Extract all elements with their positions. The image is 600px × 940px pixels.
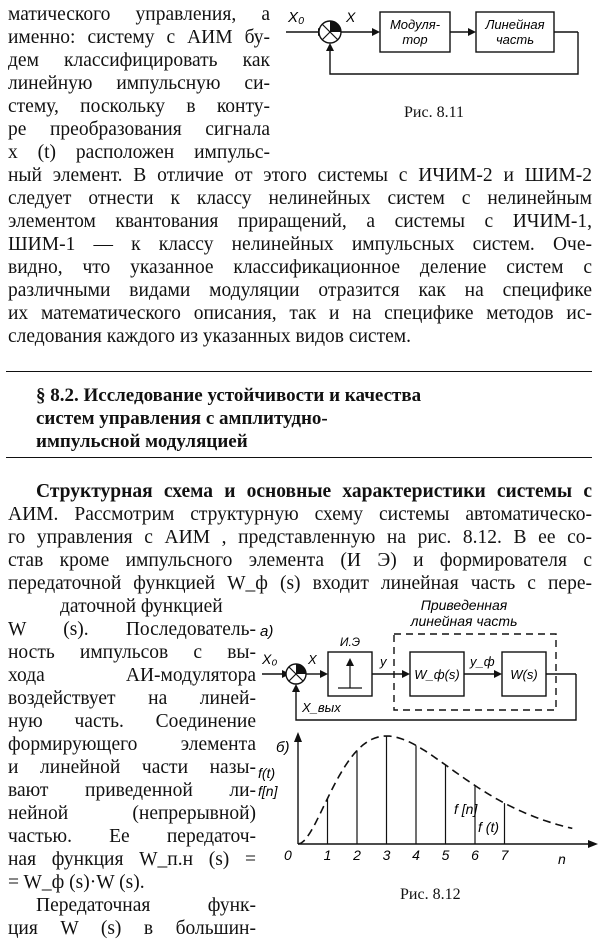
fig812-reduced-label-2: линейная часть <box>410 613 518 629</box>
tick-label: 3 <box>382 847 391 863</box>
fig811-modulator-label-2: тор <box>402 32 428 47</box>
fig812-x-axis-label: n <box>558 851 566 867</box>
fig811-x0-label: X₀ <box>288 9 305 26</box>
text-line: W (s). Последователь- <box>8 619 256 640</box>
text-line: частью. Ее передаточ- <box>8 826 256 847</box>
text-line: ную часть. Соединение <box>8 711 256 732</box>
fig811-x-label: X <box>346 9 356 25</box>
tick-label: 7 <box>500 847 509 863</box>
text-line: их математического описания, так и на специфике методов ис- <box>8 303 592 324</box>
tick-label: 1 <box>323 847 332 863</box>
text-line: воздействует на линей- <box>8 688 256 709</box>
text-line: стему, поскольку в конту- <box>8 96 270 117</box>
fig811-caption: Рис. 8.11 <box>404 104 464 121</box>
text-line: ная функция W_п.н (s) = <box>8 849 256 870</box>
text-line: формирующего элемента <box>8 734 256 755</box>
tick-label: 6 <box>471 847 479 863</box>
text-line: именно: систему с АИМ бу- <box>8 27 270 48</box>
section-title-line: импульсной модуляцией <box>36 431 248 452</box>
text-line: ШИМ-1 — к классу нелинейных импульсных систем. Оче- <box>8 234 592 255</box>
text-line: следования каждого из указанных видов систем. <box>8 326 411 347</box>
figure-8-12 <box>258 596 600 910</box>
text-line: различными видами модуляции отразится как на специфике <box>8 280 592 301</box>
fig812-y-label: y <box>380 654 387 669</box>
text-line: нейной (непрерывной) <box>8 803 256 824</box>
text-line: ный элемент. В отличие от этого системы с ИЧИМ-2 и ШИМ-2 <box>8 165 592 186</box>
fig811-linear-label-2: часть <box>495 32 535 47</box>
fig812-yf-label: y_ф <box>470 654 495 669</box>
fig811-linear-label-1: Линейная <box>485 17 545 32</box>
text-line: дем классифицировать как <box>8 50 270 71</box>
fig812-reduced-label-1: Приведенная <box>420 597 508 613</box>
text-line: матического управления, а <box>8 4 270 25</box>
text-line: передаточной функцией W_ф (s) входит линейная часть с пере- <box>8 573 592 594</box>
fig812-wf-label: W_ф(s) <box>414 667 460 682</box>
fig811-modulator-label-1: Модуля- <box>389 17 441 32</box>
paragraph-lead: Структурная схема и основные характеристики системы с <box>36 481 592 502</box>
text-line: следует отнести к классу нелинейных систем с нелинейным <box>8 188 592 209</box>
text-line: ность импульсов с вы- <box>8 642 256 663</box>
fig812-panel-a: а) <box>260 623 274 640</box>
text-line: x (t) расположен импульс- <box>8 142 270 163</box>
text-line: вают приведенной ли- <box>8 780 256 801</box>
text-line: линейную импульсную си- <box>8 73 270 94</box>
text-line: ция W (s) в большин- <box>8 918 256 939</box>
text-line: видно, что указанное классификационное деление систем с <box>8 257 592 278</box>
text-line: Передаточная функ- <box>36 895 256 916</box>
fig812-xout-label: X_вых <box>302 700 341 715</box>
text-line: го управления с АИМ , представленную на рис. 8.12. В ее со- <box>8 527 592 548</box>
text-line: = W_ф (s)·W (s). <box>8 872 145 893</box>
tick-label: 5 <box>441 847 450 863</box>
fig812-x0-label: X₀ <box>262 651 278 667</box>
fig812-ie-label: И.Э <box>339 635 361 649</box>
text-line: и линейной части назы- <box>8 757 256 778</box>
text-line: АИМ. Рассмотрим структурную схему системы автоматическо- <box>8 504 592 525</box>
divider-top <box>6 371 592 372</box>
fig812-caption: Рис. 8.12 <box>400 886 461 903</box>
fig812-w-label: W(s) <box>510 667 538 682</box>
text-line: став кроме импульсного элемента (И Э) и формирователя с <box>8 550 592 571</box>
fig812-panel-b: б) <box>276 739 290 756</box>
fig812-curve-label-2: f (t) <box>478 819 499 835</box>
text-line: даточной функцией <box>60 596 223 617</box>
section-title-line: систем управления с амплитудно- <box>36 408 328 429</box>
fig812-ylabel-2: f[n] <box>258 783 278 799</box>
divider-bottom <box>6 457 592 458</box>
fig812-ylabel-1: f(t) <box>258 765 276 781</box>
fig812-x-label: X <box>308 652 317 667</box>
fig812-curve-label-1: f [n] <box>454 801 478 817</box>
tick-label: 2 <box>353 847 361 863</box>
section-title-line: § 8.2. Исследование устойчивости и качества <box>36 385 422 406</box>
fig812-curve <box>298 736 572 844</box>
tick-label: 4 <box>412 847 420 863</box>
text-line: элементом квантования приращений, а системы с ИЧИМ-1, <box>8 211 592 232</box>
fig812-ticks <box>324 847 510 863</box>
text-line: ре преобразования сигнала <box>8 119 270 140</box>
fig812-origin: 0 <box>284 847 292 863</box>
text-line: хода АИ-модулятора <box>8 665 256 686</box>
